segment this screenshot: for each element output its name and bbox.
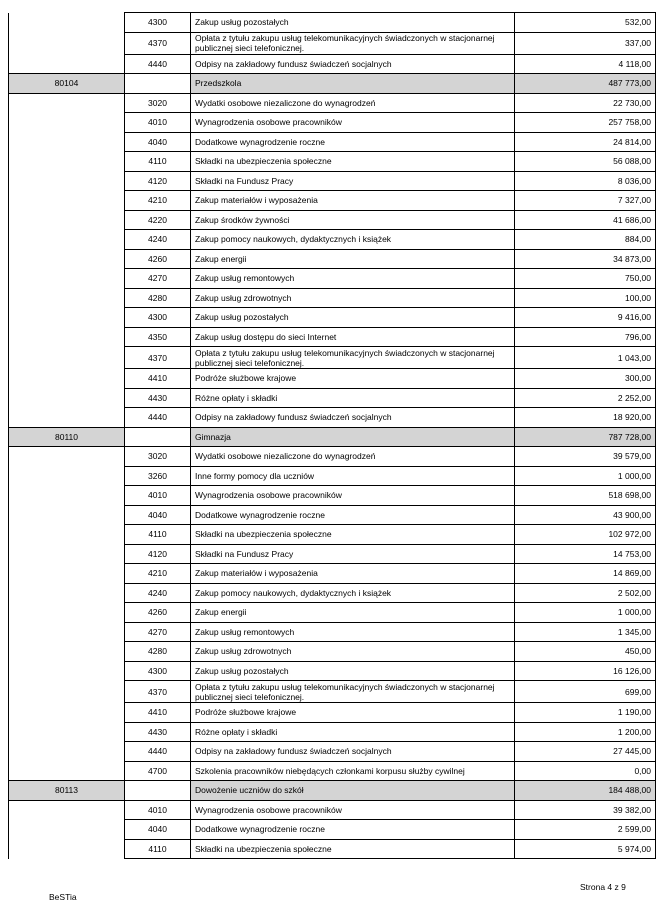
amount-cell: 337,00 <box>515 32 656 54</box>
amount-cell: 0,00 <box>515 761 656 781</box>
paragraph-code-cell: 4280 <box>125 642 191 662</box>
amount-cell: 450,00 <box>515 642 656 662</box>
amount-cell: 1 000,00 <box>515 603 656 623</box>
description-cell: Zakup usług dostępu do sieci Internet <box>191 327 515 347</box>
table-row <box>9 622 656 642</box>
amount-cell: 300,00 <box>515 369 656 389</box>
paragraph-code-cell: 4440 <box>125 54 191 74</box>
table-row <box>9 191 656 211</box>
section-name-cell: Przedszkola <box>191 74 515 94</box>
description-cell: Podróże służbowe krajowe <box>191 369 515 389</box>
description-cell: Zakup usług zdrowotnych <box>191 288 515 308</box>
description-cell: Dodatkowe wynagrodzenie roczne <box>191 820 515 840</box>
budget-table <box>8 12 656 859</box>
paragraph-code-cell: 4040 <box>125 505 191 525</box>
empty-cell <box>9 113 125 133</box>
description-cell: Zakup usług zdrowotnych <box>191 642 515 662</box>
paragraph-code-cell: 3020 <box>125 447 191 467</box>
amount-cell: 750,00 <box>515 269 656 289</box>
table-row <box>9 269 656 289</box>
table-row <box>9 722 656 742</box>
empty-cell <box>9 171 125 191</box>
description-cell: Zakup materiałów i wyposażenia <box>191 191 515 211</box>
paragraph-code-cell: 4010 <box>125 486 191 506</box>
table-row <box>9 486 656 506</box>
description-cell: Składki na Fundusz Pracy <box>191 544 515 564</box>
table-row <box>9 447 656 467</box>
empty-cell <box>9 132 125 152</box>
empty-cell <box>9 249 125 269</box>
empty-cell <box>9 32 125 54</box>
amount-cell: 1 345,00 <box>515 622 656 642</box>
table-row <box>9 681 656 703</box>
amount-cell: 39 382,00 <box>515 800 656 820</box>
empty-cell <box>9 13 125 33</box>
description-cell: Składki na ubezpieczenia społeczne <box>191 839 515 859</box>
empty-cell <box>9 622 125 642</box>
paragraph-code-cell: 4300 <box>125 661 191 681</box>
empty-cell <box>9 525 125 545</box>
section-code-cell: 80104 <box>9 74 125 94</box>
paragraph-code-cell: 4260 <box>125 249 191 269</box>
section-total-cell: 787 728,00 <box>515 427 656 447</box>
empty-cell <box>9 327 125 347</box>
paragraph-code-cell: 4370 <box>125 32 191 54</box>
amount-cell: 39 579,00 <box>515 447 656 467</box>
section-row <box>9 74 656 94</box>
paragraph-code-cell: 4300 <box>125 13 191 33</box>
table-row <box>9 544 656 564</box>
footer-app-name: BeSTia <box>49 892 77 902</box>
paragraph-code-cell: 4040 <box>125 132 191 152</box>
amount-cell: 14 869,00 <box>515 564 656 584</box>
amount-cell: 102 972,00 <box>515 525 656 545</box>
table-row <box>9 661 656 681</box>
paragraph-code-cell: 4120 <box>125 544 191 564</box>
paragraph-code-cell: 4120 <box>125 171 191 191</box>
table-row <box>9 525 656 545</box>
empty-cell <box>9 388 125 408</box>
description-cell: Odpisy na zakładowy fundusz świadczeń socjalnych <box>191 742 515 762</box>
paragraph-code-cell: 4210 <box>125 191 191 211</box>
empty-cell <box>9 820 125 840</box>
section-total-cell: 487 773,00 <box>515 74 656 94</box>
amount-cell: 2 502,00 <box>515 583 656 603</box>
empty-cell <box>9 742 125 762</box>
table-row <box>9 171 656 191</box>
empty-cell <box>9 681 125 703</box>
paragraph-code-cell: 4370 <box>125 681 191 703</box>
table-row <box>9 249 656 269</box>
paragraph-code-cell: 3020 <box>125 93 191 113</box>
paragraph-code-cell: 4110 <box>125 152 191 172</box>
amount-cell: 5 974,00 <box>515 839 656 859</box>
table-row <box>9 327 656 347</box>
empty-cell <box>125 74 191 94</box>
empty-cell <box>9 564 125 584</box>
empty-cell <box>9 544 125 564</box>
empty-cell <box>9 447 125 467</box>
description-cell: Składki na ubezpieczenia społeczne <box>191 525 515 545</box>
table-row <box>9 703 656 723</box>
section-code-cell: 80113 <box>9 781 125 801</box>
description-cell: Odpisy na zakładowy fundusz świadczeń socjalnych <box>191 54 515 74</box>
section-row <box>9 427 656 447</box>
empty-cell <box>9 269 125 289</box>
paragraph-code-cell: 4280 <box>125 288 191 308</box>
description-cell: Zakup środków żywności <box>191 210 515 230</box>
empty-cell <box>9 661 125 681</box>
empty-cell <box>9 308 125 328</box>
description-cell: Zakup energii <box>191 603 515 623</box>
empty-cell <box>9 93 125 113</box>
paragraph-code-cell: 4300 <box>125 308 191 328</box>
table-row <box>9 13 656 33</box>
amount-cell: 27 445,00 <box>515 742 656 762</box>
table-row <box>9 210 656 230</box>
description-cell: Opłata z tytułu zakupu usług telekomunikacyjnych świadczonych w stacjonarnej publicznej sieci telefonicznej. <box>191 681 515 703</box>
amount-cell: 1 043,00 <box>515 347 656 369</box>
paragraph-code-cell: 4350 <box>125 327 191 347</box>
amount-cell: 34 873,00 <box>515 249 656 269</box>
empty-cell <box>9 191 125 211</box>
paragraph-code-cell: 4010 <box>125 800 191 820</box>
amount-cell: 22 730,00 <box>515 93 656 113</box>
empty-cell <box>9 703 125 723</box>
amount-cell: 518 698,00 <box>515 486 656 506</box>
description-cell: Zakup usług pozostałych <box>191 13 515 33</box>
empty-cell <box>9 486 125 506</box>
description-cell: Zakup materiałów i wyposażenia <box>191 564 515 584</box>
table-row <box>9 839 656 859</box>
description-cell: Zakup pomocy naukowych, dydaktycznych i książek <box>191 230 515 250</box>
amount-cell: 884,00 <box>515 230 656 250</box>
table-row <box>9 388 656 408</box>
empty-cell <box>9 408 125 428</box>
empty-cell <box>9 369 125 389</box>
paragraph-code-cell: 3260 <box>125 466 191 486</box>
description-cell: Dodatkowe wynagrodzenie roczne <box>191 132 515 152</box>
paragraph-code-cell: 4440 <box>125 408 191 428</box>
amount-cell: 56 088,00 <box>515 152 656 172</box>
paragraph-code-cell: 4260 <box>125 603 191 623</box>
amount-cell: 18 920,00 <box>515 408 656 428</box>
description-cell: Składki na ubezpieczenia społeczne <box>191 152 515 172</box>
table-row <box>9 505 656 525</box>
table-row <box>9 603 656 623</box>
table-row <box>9 800 656 820</box>
empty-cell <box>9 230 125 250</box>
amount-cell: 41 686,00 <box>515 210 656 230</box>
amount-cell: 1 000,00 <box>515 466 656 486</box>
table-row <box>9 54 656 74</box>
description-cell: Wydatki osobowe niezaliczone do wynagrodzeń <box>191 447 515 467</box>
amount-cell: 796,00 <box>515 327 656 347</box>
paragraph-code-cell: 4270 <box>125 622 191 642</box>
table-row <box>9 132 656 152</box>
section-name-cell: Dowożenie uczniów do szkół <box>191 781 515 801</box>
paragraph-code-cell: 4410 <box>125 369 191 389</box>
amount-cell: 2 252,00 <box>515 388 656 408</box>
empty-cell <box>9 152 125 172</box>
description-cell: Zakup energii <box>191 249 515 269</box>
empty-cell <box>9 347 125 369</box>
amount-cell: 4 118,00 <box>515 54 656 74</box>
empty-cell <box>9 603 125 623</box>
description-cell: Różne opłaty i składki <box>191 388 515 408</box>
empty-cell <box>9 54 125 74</box>
amount-cell: 100,00 <box>515 288 656 308</box>
amount-cell: 14 753,00 <box>515 544 656 564</box>
amount-cell: 9 416,00 <box>515 308 656 328</box>
empty-cell <box>125 427 191 447</box>
empty-cell <box>9 839 125 859</box>
description-cell: Opłata z tytułu zakupu usług telekomunikacyjnych świadczonych w stacjonarnej publicznej sieci telefonicznej. <box>191 347 515 369</box>
paragraph-code-cell: 4220 <box>125 210 191 230</box>
section-name-cell: Gimnazja <box>191 427 515 447</box>
empty-cell <box>9 722 125 742</box>
empty-cell <box>9 761 125 781</box>
paragraph-code-cell: 4110 <box>125 839 191 859</box>
description-cell: Podróże służbowe krajowe <box>191 703 515 723</box>
paragraph-code-cell: 4430 <box>125 722 191 742</box>
paragraph-code-cell: 4010 <box>125 113 191 133</box>
description-cell: Inne formy pomocy dla uczniów <box>191 466 515 486</box>
table-row <box>9 113 656 133</box>
description-cell: Wynagrodzenia osobowe pracowników <box>191 486 515 506</box>
amount-cell: 16 126,00 <box>515 661 656 681</box>
amount-cell: 43 900,00 <box>515 505 656 525</box>
empty-cell <box>9 288 125 308</box>
description-cell: Szkolenia pracowników niebędących członkami korpusu służby cywilnej <box>191 761 515 781</box>
table-row <box>9 761 656 781</box>
description-cell: Zakup usług remontowych <box>191 269 515 289</box>
description-cell: Zakup pomocy naukowych, dydaktycznych i książek <box>191 583 515 603</box>
amount-cell: 257 758,00 <box>515 113 656 133</box>
paragraph-code-cell: 4210 <box>125 564 191 584</box>
paragraph-code-cell: 4240 <box>125 583 191 603</box>
empty-cell <box>9 800 125 820</box>
description-cell: Opłata z tytułu zakupu usług telekomunikacyjnych świadczonych w stacjonarnej publicznej sieci telefonicznej. <box>191 32 515 54</box>
amount-cell: 7 327,00 <box>515 191 656 211</box>
table-row <box>9 583 656 603</box>
amount-cell: 24 814,00 <box>515 132 656 152</box>
paragraph-code-cell: 4240 <box>125 230 191 250</box>
description-cell: Dodatkowe wynagrodzenie roczne <box>191 505 515 525</box>
section-code-cell: 80110 <box>9 427 125 447</box>
table-row <box>9 369 656 389</box>
table-row <box>9 347 656 369</box>
amount-cell: 8 036,00 <box>515 171 656 191</box>
description-cell: Zakup usług pozostałych <box>191 308 515 328</box>
paragraph-code-cell: 4700 <box>125 761 191 781</box>
budget-table-body <box>9 13 656 859</box>
paragraph-code-cell: 4440 <box>125 742 191 762</box>
amount-cell: 2 599,00 <box>515 820 656 840</box>
paragraph-code-cell: 4430 <box>125 388 191 408</box>
table-row <box>9 820 656 840</box>
empty-cell <box>9 642 125 662</box>
description-cell: Wydatki osobowe niezaliczone do wynagrodzeń <box>191 93 515 113</box>
description-cell: Zakup usług pozostałych <box>191 661 515 681</box>
amount-cell: 699,00 <box>515 681 656 703</box>
table-row <box>9 230 656 250</box>
empty-cell <box>125 781 191 801</box>
table-row <box>9 564 656 584</box>
table-row <box>9 466 656 486</box>
description-cell: Wynagrodzenia osobowe pracowników <box>191 113 515 133</box>
amount-cell: 532,00 <box>515 13 656 33</box>
table-row <box>9 93 656 113</box>
table-row <box>9 642 656 662</box>
description-cell: Zakup usług remontowych <box>191 622 515 642</box>
table-row <box>9 742 656 762</box>
table-row <box>9 152 656 172</box>
description-cell: Odpisy na zakładowy fundusz świadczeń socjalnych <box>191 408 515 428</box>
section-row <box>9 781 656 801</box>
paragraph-code-cell: 4370 <box>125 347 191 369</box>
table-row <box>9 288 656 308</box>
paragraph-code-cell: 4110 <box>125 525 191 545</box>
footer-page-number: Strona 4 z 9 <box>580 882 626 892</box>
table-row <box>9 32 656 54</box>
paragraph-code-cell: 4270 <box>125 269 191 289</box>
description-cell: Wynagrodzenia osobowe pracowników <box>191 800 515 820</box>
paragraph-code-cell: 4040 <box>125 820 191 840</box>
empty-cell <box>9 583 125 603</box>
description-cell: Składki na Fundusz Pracy <box>191 171 515 191</box>
amount-cell: 1 190,00 <box>515 703 656 723</box>
description-cell: Różne opłaty i składki <box>191 722 515 742</box>
table-row <box>9 308 656 328</box>
empty-cell <box>9 505 125 525</box>
section-total-cell: 184 488,00 <box>515 781 656 801</box>
paragraph-code-cell: 4410 <box>125 703 191 723</box>
table-row <box>9 408 656 428</box>
empty-cell <box>9 466 125 486</box>
empty-cell <box>9 210 125 230</box>
amount-cell: 1 200,00 <box>515 722 656 742</box>
